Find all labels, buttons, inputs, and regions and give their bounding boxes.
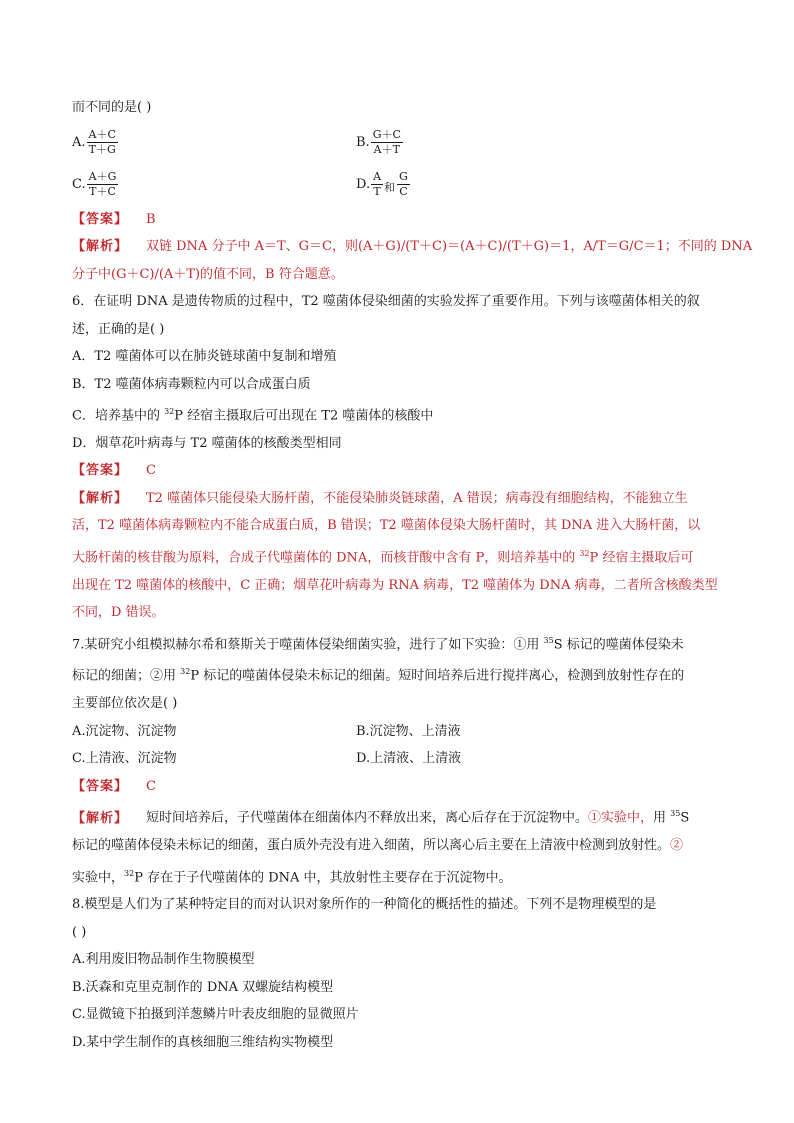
q7-stem: 7.某研究小组模拟赫尔希和蔡斯关于噬菌体侵染细菌实验，进行了如下实验：①用 $^{35}$S 标记的噬菌体侵染未 标记的细菌；②用 $^{32}$P 标记的噬菌体侵染未标记的细菌。短时间培养后进行搅拌离心，检测到放射性存在的 主要部位依次是( ) bbox=[72, 635, 685, 712]
q6-option-c: C．培养基中的 $^{32}$P 经宿主摄取后可出现在 T2 噬菌体的核酸中 bbox=[72, 407, 434, 424]
q6-option-b: B．T2 噬菌体病毒颗粒内可以合成蛋白质 bbox=[72, 376, 311, 392]
q7-options bbox=[72, 718, 727, 773]
q6-answer bbox=[72, 457, 727, 485]
analysis-tag: 【解析】 bbox=[72, 810, 129, 826]
q5-option-a: A. $\frac{A+C}{T+G}$ bbox=[72, 128, 116, 156]
analysis-tag: 【解析】 bbox=[72, 490, 129, 506]
q5-options-row-1 bbox=[72, 122, 727, 164]
q8-stem: 8.模型是人们为了某种特定目的而对认识对象所作的一种简化的概括性的描述。下列不是物理模型的是 ( ) bbox=[72, 897, 657, 940]
q7-analysis: 【解析】 短时间培养后，子代噬菌体在细菌体内不释放出来，离心后存在于沉淀物中。①实验中，用 $^{35}$S 标记的噬菌体侵染未标记的细菌，蛋白质外壳没有进入细菌，所以离心后主要在上清液中检测到放射性。② 实验中，$^{32}$P 存在于子代噬菌体的 DNA 中，其放射性主要存在于沉淀物中。 bbox=[72, 800, 727, 891]
q5-analysis: 【解析】 双链 DNA 分子中 A＝T、G＝C，则(A＋G)/(T＋C)＝(A＋C)/(T＋G)＝1，A/T＝G/C＝1；不同的 DNA 分子中(G＋C)/(A＋T)的值不同，B 符合题意。 bbox=[72, 233, 727, 288]
q6-option-d: D．烟草花叶病毒与 T2 噬菌体的核酸类型相同 bbox=[72, 435, 342, 451]
q5-stem-tail: 而不同的是( ) bbox=[72, 100, 152, 115]
q6-stem: 6．在证明 DNA 是遗传物质的过程中，T2 噬菌体侵染细菌的实验发挥了重要作用。下列与该噬菌体相关的叙 述，正确的是( ) bbox=[72, 294, 700, 337]
analysis-tag: 【解析】 bbox=[72, 239, 129, 254]
q8-option-c: C.显微镜下拍摄到洋葱鳞片叶表皮细胞的显微照片 bbox=[72, 1007, 359, 1023]
q8-option-b: B.沃森和克里克制作的 DNA 双螺旋结构模型 bbox=[72, 979, 334, 995]
q8-options bbox=[72, 946, 727, 1056]
q6-analysis: 【解析】 T2 噬菌体只能侵染大肠杆菌，不能侵染肺炎链球菌，A 错误；病毒没有细胞结构，不能独立生 活，T2 噬菌体病毒颗粒内不能合成蛋白质，B 错误；T2 噬菌体侵染大肠杆菌时，其 DNA 进入大肠杆菌，以 大肠杆菌的核苷酸为原料，合成子代噬菌体的 DNA，而核苷酸中含有 P，则培养基中的 $^{32}$P 经宿主摄取后可 出现在 T2 噬菌体的核酸中，C 正确；烟草花叶病毒为 RNA 病毒，T2 噬菌体为 DNA 病毒，二者所含核酸类型 不同，D 错误。 bbox=[72, 485, 727, 627]
q5-options-row-2 bbox=[72, 164, 727, 206]
q7-option-d: D.上清液、上清液 bbox=[356, 751, 462, 767]
answer-value: B bbox=[146, 211, 156, 227]
q5-option-b: B. $\frac{G+C}{A+T}$ bbox=[356, 128, 401, 156]
q5-option-d: D. $\frac{A}{T}$ 和 $\frac{G}{C}$ bbox=[356, 170, 408, 198]
q5-option-c: C. $\frac{A+G}{T+C}$ bbox=[72, 170, 117, 198]
q5-answer bbox=[72, 206, 727, 234]
page-content bbox=[72, 94, 753, 1056]
answer-tag: 【答案】 bbox=[72, 463, 129, 479]
q7-option-a: A.沉淀物、沉淀物 bbox=[72, 723, 177, 739]
q7-answer bbox=[72, 773, 727, 801]
q7-option-b: B.沉淀物、上清液 bbox=[356, 723, 461, 739]
q6-option-a: A．T2 噬菌体可以在肺炎链球菌中复制和增殖 bbox=[72, 349, 337, 364]
q7-option-c: C.上清液、沉淀物 bbox=[72, 751, 177, 767]
q6-options bbox=[72, 343, 727, 457]
q8-option-a: A.利用废旧物品制作生物膜模型 bbox=[72, 952, 255, 968]
q8-option-d: D.某中学生制作的真核细胞三维结构实物模型 bbox=[72, 1034, 334, 1050]
answer-value: C bbox=[146, 463, 156, 479]
answer-tag: 【答案】 bbox=[72, 211, 129, 227]
answer-tag: 【答案】 bbox=[72, 778, 129, 794]
answer-value: C bbox=[146, 778, 156, 794]
